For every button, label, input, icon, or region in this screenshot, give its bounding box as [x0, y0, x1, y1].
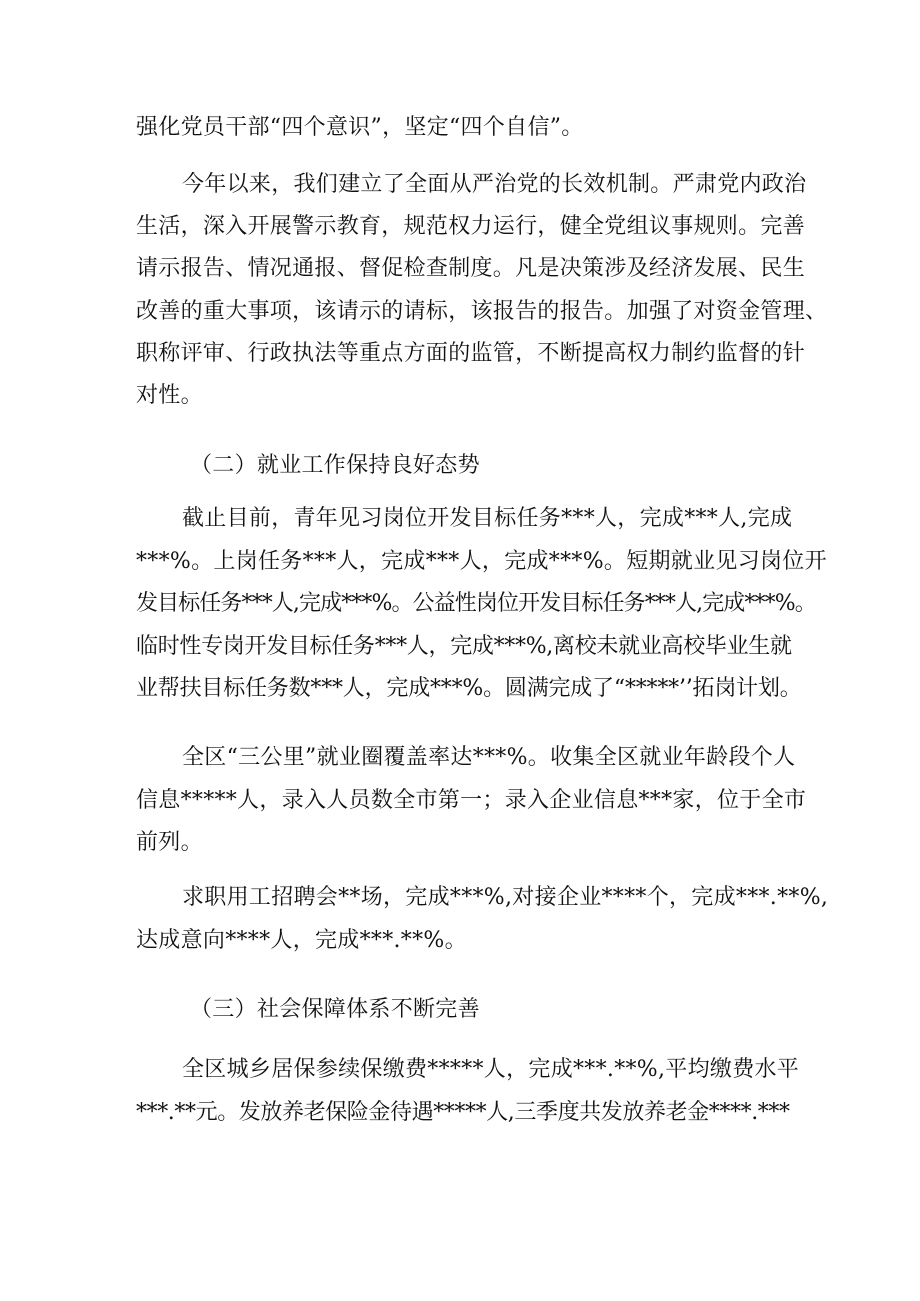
section-heading: （二）就业工作保持良好态势: [190, 453, 480, 478]
paragraph-line: 求职用工招聘会**场，完成***%,对接企业****个，完成***.**%,: [182, 885, 829, 910]
paragraph-line: ***%。上岗任务***人，完成***人，完成***%。短期就业见习岗位开: [136, 549, 827, 574]
paragraph-line: 生活，深入开展警示教育，规范权力运行，健全党组议事规则。完善: [136, 214, 806, 239]
paragraph-line: 达成意向****人，完成***.**%。: [136, 928, 467, 953]
paragraph-line: 对性。: [136, 383, 203, 408]
paragraph-line: 全区“三公里”就业圈覆盖率达***%。收集全区就业年龄段个人: [182, 745, 796, 770]
paragraph-line: 发目标任务***人,完成***%。公益性岗位开发目标任务***人,完成***%。: [136, 591, 816, 616]
paragraph-line: 截止目前，青年见习岗位开发目标任务***人，完成***人,完成: [182, 506, 793, 531]
paragraph-line: 今年以来，我们建立了全面从严治党的长效机制。严肃党内政治: [182, 172, 807, 197]
paragraph-line: 职称评审、行政执法等重点方面的监管，不断提高权力制约监督的针: [136, 341, 806, 366]
section-heading: （三）社会保障体系不断完善: [190, 997, 480, 1022]
paragraph-line: 强化党员干部“四个意识”，坚定“四个自信”。: [136, 115, 584, 140]
paragraph-line: ***.**元。发放养老保险金待遇*****人,三季度共发放养老金****.***: [136, 1100, 790, 1125]
paragraph-line: 改善的重大事项，该请示的请标，该报告的报告。加强了对资金管理、: [136, 299, 828, 324]
paragraph-line: 全区城乡居保参续保缴费*****人，完成***.**%,平均缴费水平: [182, 1057, 800, 1082]
paragraph-line: 请示报告、情况通报、督促检查制度。凡是决策涉及经济发展、民生: [136, 256, 806, 281]
paragraph-line: 临时性专岗开发目标任务***人，完成***%,离校未就业高校毕业生就: [136, 634, 792, 659]
paragraph-line: 业帮扶目标任务数***人，完成***%。圆满完成了“*****’’拓岗计划。: [136, 676, 802, 701]
paragraph-line: 信息*****人，录入人员数全市第一；录入企业信息***家，位于全市: [136, 788, 807, 813]
paragraph-line: 前列。: [136, 830, 203, 855]
